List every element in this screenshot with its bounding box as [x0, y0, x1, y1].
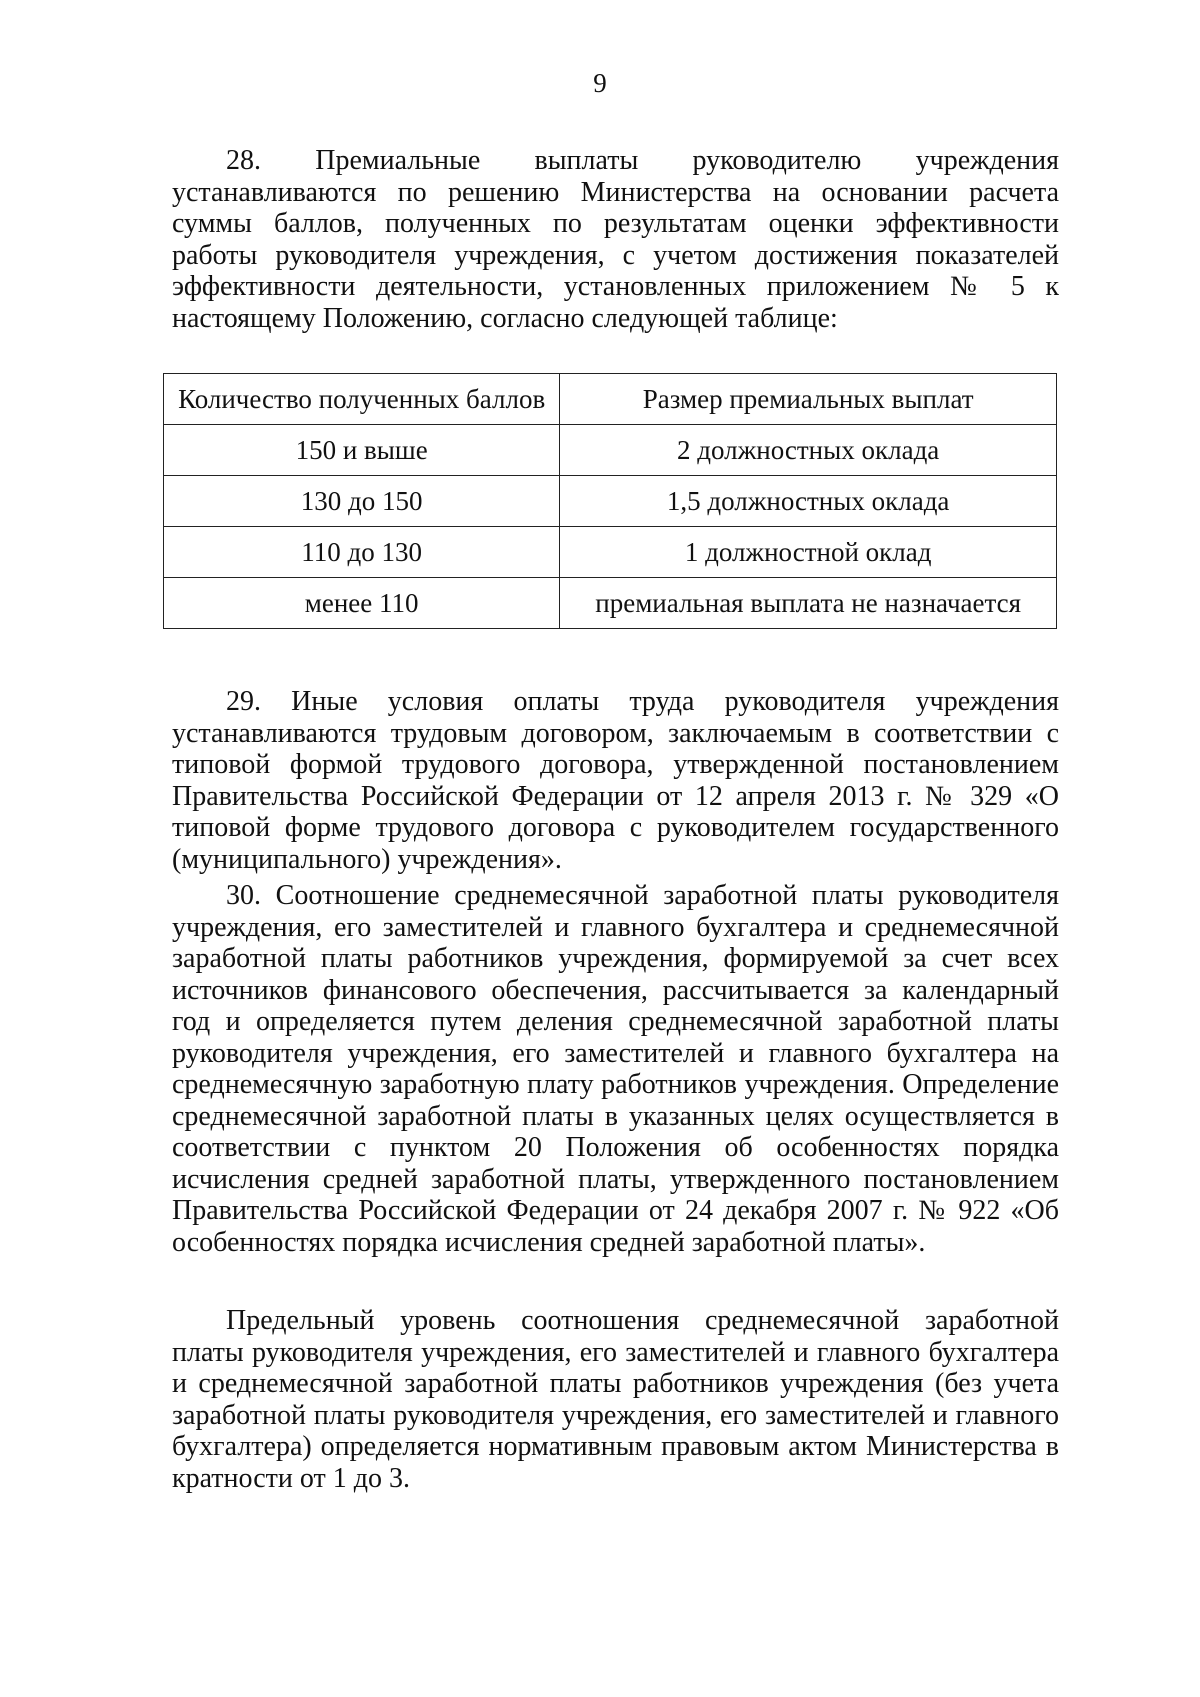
table-row [164, 476, 1057, 527]
bonus-table [163, 373, 1057, 629]
table-cell-points: менее 110 [164, 578, 560, 629]
table-row [164, 425, 1057, 476]
table-row [164, 527, 1057, 578]
table-cell-bonus: 2 должностных оклада [560, 425, 1057, 476]
table-header-bonus: Размер премиальных выплат [560, 374, 1057, 425]
table-cell-points: 150 и выше [164, 425, 560, 476]
table-cell-bonus: премиальная выплата не назначается [560, 578, 1057, 629]
table-cell-points: 110 до 130 [164, 527, 560, 578]
table-header-points: Количество полученных баллов [164, 374, 560, 425]
paragraph-30: 30. Соотношение среднемесячной заработной платы руководителя учреждения, его заместителей и главного бухгалтера и среднемесячной заработной платы работников учреждения, формируемой за счет всех источников финансового обеспечения, рассчитывается за календарный год и определяется путем деления среднемесячной заработной платы руководителя учреждения, его заместителей и главного бухгалтера на среднемесячную заработную плату работников учреждения. Определение среднемесячной заработной платы в указанных целях осуществляется в соответствии с пунктом 20 Положения об особенностях порядка исчисления средней заработной платы, утвержденного постановлением Правительства Российской Федерации от 24 декабря 2007 г. № 922 «Об особенностях порядка исчисления средней заработной платы». [172, 880, 1059, 1258]
table-header-row [164, 374, 1057, 425]
paragraph-29: 29. Иные условия оплаты труда руководителя учреждения устанавливаются трудовым договором, заключаемым в соответствии с типовой формой трудового договора, утвержденной постановлением Правительства Российской Федерации от 12 апреля 2013 г. № 329 «О типовой форме трудового договора с руководителем государственного (муниципального) учреждения». [172, 686, 1059, 875]
table-cell-points: 130 до 150 [164, 476, 560, 527]
page-number: 9 [593, 68, 607, 98]
paragraph-28: 28. Премиальные выплаты руководителю учреждения устанавливаются по решению Министерства на основании расчета суммы баллов, полученных по результатам оценки эффективности работы руководителя учреждения, с учетом достижения показателей эффективности деятельности, установленных приложением № 5 к настоящему Положению, согласно следующей таблице: [172, 145, 1059, 334]
table-cell-bonus: 1,5 должностных оклада [560, 476, 1057, 527]
table-row [164, 578, 1057, 629]
table-cell-bonus: 1 должностной оклад [560, 527, 1057, 578]
paragraph-salary-ratio-limit: Предельный уровень соотношения среднемесячной заработной платы руководителя учреждения, его заместителей и главного бухгалтера и среднемесячной заработной платы работников учреждения (без учета заработной платы руководителя учреждения, его заместителей и главного бухгалтера) определяется нормативным правовым актом Министерства в кратности от 1 до 3. [172, 1305, 1059, 1494]
